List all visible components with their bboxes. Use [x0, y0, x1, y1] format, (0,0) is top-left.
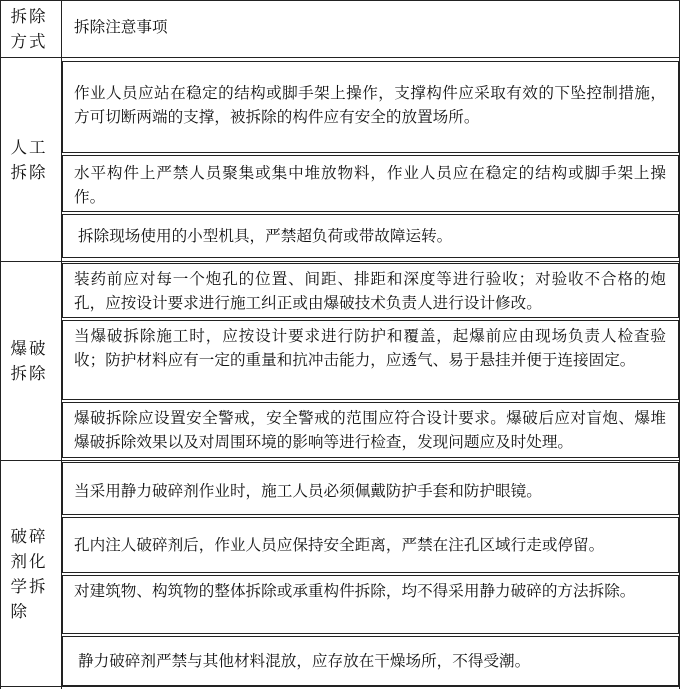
note-text: 静力破碎剂严禁与其他材料混放，应存放在干燥场所，不得受潮。 [78, 652, 531, 670]
header-method-label: 拆除方式 [10, 6, 48, 51]
note-text: 水平构件上严禁人员聚集或集中堆放物料，作业人员应在稳定的结构或脚手架上操作。 [74, 164, 666, 206]
note-text: 拆除现场使用的小型机具，严禁超负荷或带故障运转。 [78, 227, 453, 245]
note-text: 当采用静力破碎剂作业时，施工人员必须佩戴防护手套和防护眼镜。 [74, 482, 542, 500]
note-text: 装药前应对每一个炮孔的位置、间距、排距和深度等进行验收；对验收不合格的炮孔，应按设计要求进行施工纠正或由爆破技术负责人进行设计修改。 [74, 270, 666, 312]
header-notes-label: 拆除注意事项 [74, 18, 168, 36]
method-label: 人工拆除 [10, 137, 48, 182]
note-text: 爆破拆除应设置安全警戒，安全警戒的范围应符合设计要求。爆破后应对盲炮、爆堆爆破拆除效果以及对周围环境的影响等进行检查，发现问题应及时处理。 [74, 409, 666, 451]
note-text: 作业人员应站在稳定的结构或脚手架上操作，支撑构件应采取有效的下坠控制措施，方可切断两端的支撑，被拆除的构件应有安全的放置场所。 [74, 84, 666, 126]
method-label: 爆破拆除 [10, 339, 48, 383]
group-separator [0, 261, 680, 262]
table-bottom-border [0, 686, 680, 687]
header-separator [0, 57, 680, 58]
method-cell-chemical [0, 461, 61, 686]
header-method-cell [0, 0, 61, 57]
method-cell-blasting [0, 262, 61, 460]
method-label: 破碎剂化学拆除 [10, 526, 48, 621]
method-cell-manual [0, 58, 61, 261]
group-separator [0, 460, 680, 461]
table-top-border [0, 0, 680, 1]
note-text: 对建筑物、构筑物的整体拆除或承重构件拆除，均不得采用静力破碎的方法拆除。 [74, 582, 636, 600]
note-text: 孔内注人破碎剂后，作业人员应保持安全距离，严禁在注孔区域行走或停留。 [74, 536, 605, 554]
note-text: 当爆破拆除施工时，应按设计要求进行防护和覆盖，起爆前应由现场负责人检查验收；防护材料应有一定的重量和抗冲击能力，应透气、易于悬挂并便于连接固定。 [74, 327, 666, 369]
